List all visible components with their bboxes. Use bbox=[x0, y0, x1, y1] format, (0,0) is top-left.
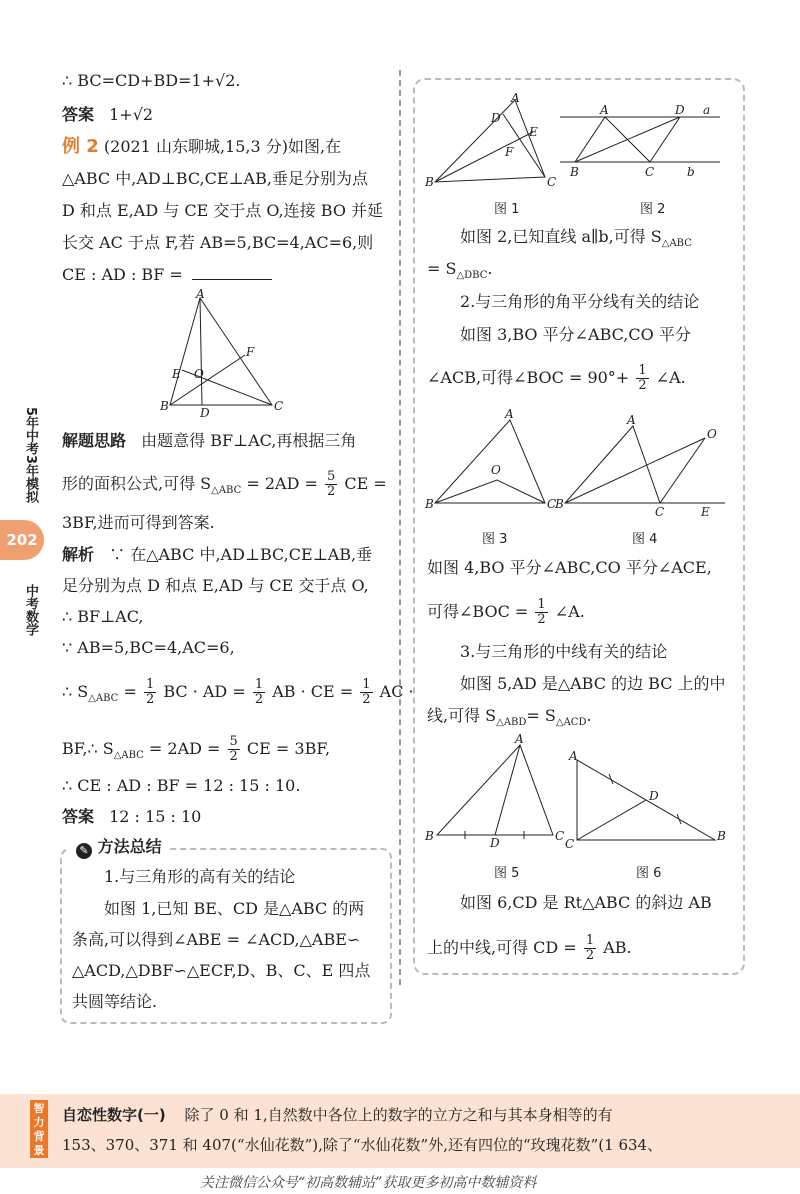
svg-text:b: b bbox=[687, 165, 695, 179]
think-text2a: 形的面积公式,可得 S bbox=[62, 474, 212, 493]
figure-3-caption: 图 3 bbox=[482, 532, 508, 547]
svg-text:C: C bbox=[655, 505, 665, 519]
svg-text:C: C bbox=[555, 829, 565, 843]
svg-text:A: A bbox=[515, 732, 524, 746]
bottom-title: 自恋性数字(一) bbox=[62, 1106, 166, 1124]
solution-line4: ∵ AB=5,BC=4,AC=6, bbox=[62, 638, 235, 657]
answer-value: 12 : 15 : 10 bbox=[109, 807, 202, 826]
fraction-1-2: $\frac{1}{2}$ bbox=[537, 597, 546, 627]
svg-text:B: B bbox=[717, 829, 726, 843]
svg-text:B: B bbox=[570, 165, 579, 179]
answer-value: 1+√2 bbox=[109, 105, 154, 124]
solution-line7: ∴ CE : AD : BF = 12 : 15 : 10. bbox=[62, 776, 301, 795]
method-line4: △ACD,△DBF∽△ECF,D、B、C、E 四点 bbox=[72, 961, 371, 980]
method-line1: 1.与三角形的高有关的结论 bbox=[104, 867, 296, 886]
think-label: 解题思路 bbox=[62, 431, 127, 450]
right-line12: 上的中线,可得 CD = $\frac{1}{2}$ AB. bbox=[427, 933, 632, 963]
think-text1: 由题意得 BF⊥AC,再根据三角 bbox=[141, 431, 357, 450]
column-divider bbox=[399, 70, 401, 985]
label-a: A bbox=[196, 287, 205, 301]
label-c: C bbox=[274, 399, 284, 413]
fraction-1-2: $\frac{1}{2}$ bbox=[362, 677, 371, 707]
svg-text:O: O bbox=[707, 427, 717, 441]
svg-text:O: O bbox=[491, 463, 501, 477]
right-line8: 3.与三角形的中线有关的结论 bbox=[460, 642, 668, 661]
label-d: D bbox=[200, 406, 210, 420]
svg-text:A: A bbox=[569, 749, 578, 763]
svg-text:D: D bbox=[491, 111, 501, 125]
fraction-1-2: $\frac{1}{2}$ bbox=[585, 933, 595, 963]
figure-3 bbox=[425, 408, 560, 518]
figure-4-caption: 图 4 bbox=[632, 532, 658, 547]
solution-line3: ∴ BF⊥AC, bbox=[62, 607, 144, 626]
svg-text:C: C bbox=[645, 165, 655, 179]
example-label: 例 2 bbox=[62, 136, 99, 157]
solution-label: 解析 bbox=[62, 545, 95, 564]
right-line6: 如图 4,BO 平分∠ABC,CO 平分∠ACE, bbox=[427, 558, 712, 577]
example-source: (2021 山东聊城,15,3 分)如图,在 bbox=[103, 137, 342, 156]
svg-text:E: E bbox=[701, 505, 710, 519]
svg-text:A: A bbox=[600, 103, 609, 117]
svg-text:C: C bbox=[547, 497, 557, 511]
answer-blank bbox=[192, 279, 272, 280]
figure-2-caption: 图 2 bbox=[640, 202, 666, 217]
fraction-1-2: $\frac{1}{2}$ bbox=[145, 677, 155, 707]
footer-note: 关注微信公众号“初高数辅站”获取更多初高中数辅资料 bbox=[200, 1175, 537, 1191]
fraction-5-2: $\frac{5}{2}$ bbox=[229, 734, 238, 764]
svg-text:B: B bbox=[425, 829, 434, 843]
example-2-line2: △ABC 中,AD⊥BC,CE⊥AB,垂足分别为点 bbox=[62, 169, 368, 188]
svg-text:C: C bbox=[565, 837, 575, 851]
answer-1 bbox=[62, 104, 153, 126]
figure-6-caption: 图 6 bbox=[636, 866, 662, 881]
example-2-line3: D 和点 E,AD 与 CE 交于点 O,连接 BO 并延 bbox=[62, 201, 384, 220]
method-line5: 共圆等结论. bbox=[72, 992, 158, 1011]
method-title: ✎ 方法总结 bbox=[70, 836, 168, 859]
label-b: B bbox=[160, 399, 169, 413]
think-line3: 3BF,进而可得到答案. bbox=[62, 513, 215, 532]
think-line1 bbox=[62, 430, 356, 452]
solution-line6: BF,∴ $S_{\triangle ABC} = 2AD$ = $\frac{5}{2}$ CE = 3BF, bbox=[62, 734, 331, 764]
fraction-5-2: $\frac{5}{2}$ bbox=[326, 469, 336, 499]
example-2-figure bbox=[160, 287, 290, 420]
svg-text:D: D bbox=[649, 789, 659, 803]
method-line3: 条高,可以得到∠ABE = ∠ACD,△ABE∽ bbox=[72, 930, 361, 949]
example-2-line5 bbox=[62, 264, 272, 286]
svg-text:F: F bbox=[505, 145, 514, 159]
label-o: O bbox=[194, 367, 204, 381]
figure-1 bbox=[425, 92, 555, 192]
figure-4 bbox=[555, 408, 735, 518]
think-text2b: = 2AD = bbox=[246, 474, 318, 493]
line-bc: ∴ BC=CD+BD=1+√2. bbox=[62, 71, 241, 90]
svg-text:B: B bbox=[425, 497, 434, 511]
bottom-tag: 智力背景 bbox=[30, 1100, 48, 1158]
svg-text:B: B bbox=[555, 497, 564, 511]
solution-line5: ∴ $S_{\triangle ABC}$ = $\frac{1}{2}$ BC · AD = $\frac{1}{2}$ AB · CE = $\frac{1}{2}$ AC · bbox=[62, 677, 414, 707]
right-line9: 如图 5,AD 是△ABC 的边 BC 上的中 bbox=[460, 674, 726, 693]
example-2-line4: 长交 AC 于点 F,若 AB=5,BC=4,AC=6,则 bbox=[62, 233, 374, 252]
figure-2 bbox=[555, 102, 730, 182]
svg-text:A: A bbox=[627, 413, 636, 427]
blank-question: CE : AD : BF = bbox=[62, 265, 183, 284]
figure-5-caption: 图 5 bbox=[494, 866, 520, 881]
right-line11: 如图 6,CD 是 Rt△ABC 的斜边 AB bbox=[460, 893, 712, 912]
right-line10: 线,可得 $S_{\triangle ABD}= S_{\triangle ACD}$. bbox=[427, 706, 592, 729]
bottom-line1: 自恋性数字(一) 除了 0 和 1,自然数中各位上的数字的立方之和与其本身相等的有 bbox=[62, 1106, 613, 1124]
answer-label: 答案 bbox=[62, 807, 95, 826]
right-line5: ∠ACB,可得∠BOC = 90°+ $\frac{1}{2}$ ∠A. bbox=[427, 363, 686, 393]
example-2-line1 bbox=[62, 136, 341, 158]
svg-text:A: A bbox=[505, 407, 514, 421]
pencil-icon: ✎ bbox=[76, 843, 92, 859]
right-line4: 如图 3,BO 平分∠ABC,CO 平分 bbox=[460, 325, 691, 344]
right-line3: 2.与三角形的角平分线有关的结论 bbox=[460, 292, 700, 311]
fraction-1-2: $\frac{1}{2}$ bbox=[254, 677, 264, 707]
figure-5 bbox=[425, 732, 565, 850]
svg-text:B: B bbox=[425, 175, 434, 189]
right-line2: = $S_{\triangle DBC}$. bbox=[427, 259, 493, 282]
label-f: F bbox=[246, 345, 255, 359]
think-line2 bbox=[62, 470, 387, 502]
svg-text:C: C bbox=[547, 175, 557, 189]
svg-text:a: a bbox=[703, 103, 711, 117]
right-line1: 如图 2,已知直线 a∥b,可得 $S_{\triangle ABC}$ bbox=[460, 227, 692, 250]
svg-text:D: D bbox=[675, 103, 685, 117]
answer-2 bbox=[62, 806, 201, 828]
solution-line2: 足分别为点 D 和点 E,AD 与 CE 交于点 O, bbox=[62, 576, 369, 595]
solution-line1 bbox=[62, 544, 372, 566]
side-series-title: 5年中考3年模拟 bbox=[23, 406, 38, 504]
bottom-line2: 153、370、371 和 407(“水仙花数”),除了“水仙花数”外,还有四位的“玫瑰花数”(1 634、 bbox=[62, 1136, 663, 1154]
page-number: 202 bbox=[0, 520, 44, 560]
solution-text1: ∵ 在△ABC 中,AD⊥BC,CE⊥AB,垂 bbox=[109, 545, 373, 564]
svg-text:E: E bbox=[529, 125, 538, 139]
fraction-1-2: $\frac{1}{2}$ bbox=[638, 363, 647, 393]
svg-text:D: D bbox=[490, 836, 500, 850]
figure-6 bbox=[565, 748, 730, 851]
right-line7: 可得∠BOC = $\frac{1}{2}$ ∠A. bbox=[427, 597, 585, 627]
think-sub: △ABC bbox=[211, 485, 242, 497]
figure-1-caption: 图 1 bbox=[494, 202, 520, 217]
svg-text:A: A bbox=[511, 91, 520, 105]
side-subject: 中考数学 bbox=[23, 584, 38, 636]
answer-label: 答案 bbox=[62, 105, 95, 124]
method-line2: 如图 1,已知 BE、CD 是△ABC 的两 bbox=[104, 899, 365, 918]
label-e: E bbox=[172, 367, 181, 381]
think-text2c: CE = bbox=[344, 474, 387, 493]
